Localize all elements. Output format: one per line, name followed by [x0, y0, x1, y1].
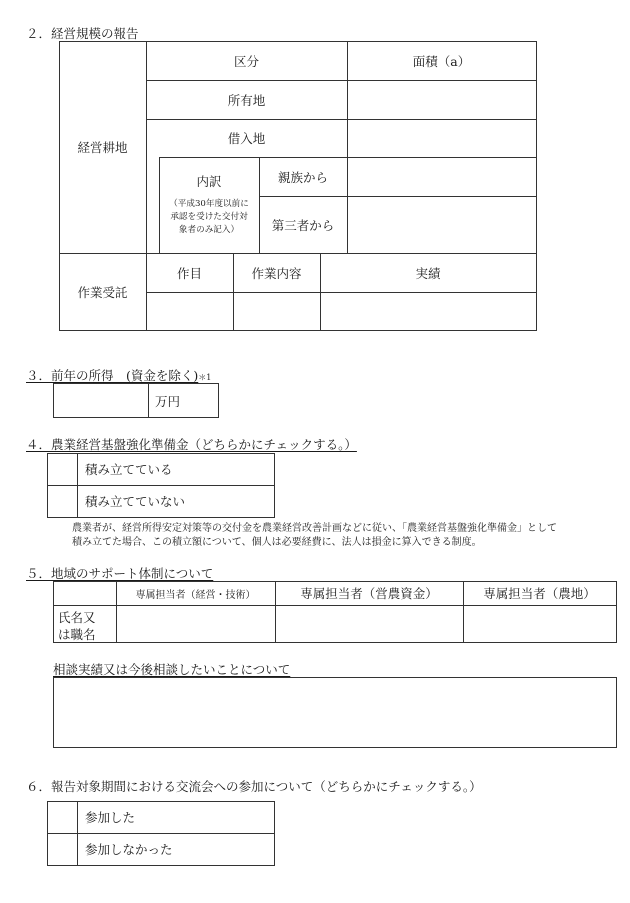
not-participated-label: 参加しなかった [85, 842, 173, 857]
management-staff-input[interactable] [117, 606, 275, 642]
support-col-funding: 専属担当者（営農資金） [300, 586, 438, 601]
breakdown-label: 内訳 [196, 174, 222, 189]
work-content-header: 作業内容 [251, 265, 302, 281]
breakdown-note-2: 承認を受けた交付対 [170, 212, 248, 222]
section-3-heading [26, 366, 211, 384]
reserve-no-label: 積み立てていない [85, 494, 186, 509]
farm-land-label: 経営耕地 [77, 140, 128, 155]
name-title-label-2: は職名 [58, 627, 96, 642]
area-value-header: 面積（a） [412, 53, 471, 69]
breakdown-note-3: 象者のみ記入） [178, 225, 240, 235]
result-header: 実績 [415, 265, 441, 281]
owned-land-label: 所有地 [227, 92, 266, 108]
section-4-title: ４．農業経営基盤強化準備金（どちらかにチェックする。） [26, 437, 357, 452]
reserve-note-line-2: 積み立てた場合、この積立額について、個人は必要経費に、法人は損金に算入できる制度。 [72, 537, 482, 548]
work-content-input[interactable] [234, 293, 320, 330]
crop-input[interactable] [147, 293, 233, 330]
section-3-title: ３．前年の所得 (資金を除く) [26, 368, 199, 383]
reserve-yes-label: 積み立てている [85, 462, 173, 477]
land-staff-input[interactable] [464, 606, 616, 642]
crop-header: 作目 [176, 265, 202, 281]
not-participated-checkbox[interactable] [48, 834, 77, 865]
section-4-heading [26, 435, 357, 453]
section-5-heading [26, 564, 213, 582]
funding-staff-input[interactable] [276, 606, 463, 642]
income-input[interactable] [54, 384, 148, 417]
section-5-title: ５．地域のサポート体制について [26, 566, 214, 581]
support-col-management: 専属担当者（経営・技術） [135, 589, 256, 601]
footnote-mark: ＊1 [198, 373, 212, 382]
participated-label: 参加した [85, 810, 136, 825]
rented-land-input[interactable] [348, 120, 536, 156]
consultation-textarea[interactable] [53, 677, 617, 748]
reserve-no-checkbox[interactable] [48, 486, 77, 517]
reserve-yes-checkbox[interactable] [48, 454, 77, 485]
name-title-label-1: 氏名又 [58, 610, 96, 625]
from-relatives-label: 親族から [277, 169, 328, 185]
from-relatives-input[interactable] [348, 158, 536, 195]
income-unit: 万円 [155, 393, 181, 409]
participated-checkbox[interactable] [48, 802, 77, 833]
area-header: 区分 [233, 53, 259, 69]
section-2-heading: ２．経営規模の報告 [26, 26, 139, 41]
owned-land-input[interactable] [348, 81, 536, 118]
consultation-title: 相談実績又は今後相談したいことについて [53, 662, 291, 677]
support-col-land: 専属担当者（農地） [483, 586, 596, 601]
from-third-party-input[interactable] [348, 197, 536, 252]
consultation-heading [53, 660, 290, 678]
result-input[interactable] [321, 293, 536, 330]
from-third-party-label: 第三者から [271, 217, 335, 233]
section-6-heading: ６．報告対象期間における交流会への参加について（どちらかにチェックする。） [26, 779, 482, 794]
rented-land-label: 借入地 [227, 131, 266, 146]
breakdown-note-1: （平成30年度以前に [169, 199, 249, 209]
contract-work-label: 作業受託 [77, 284, 128, 300]
reserve-note-line-1: 農業者が、経営所得安定対策等の交付金を農業経営改善計画などに従い、「農業経営基盤強化準備金」として [72, 523, 557, 534]
